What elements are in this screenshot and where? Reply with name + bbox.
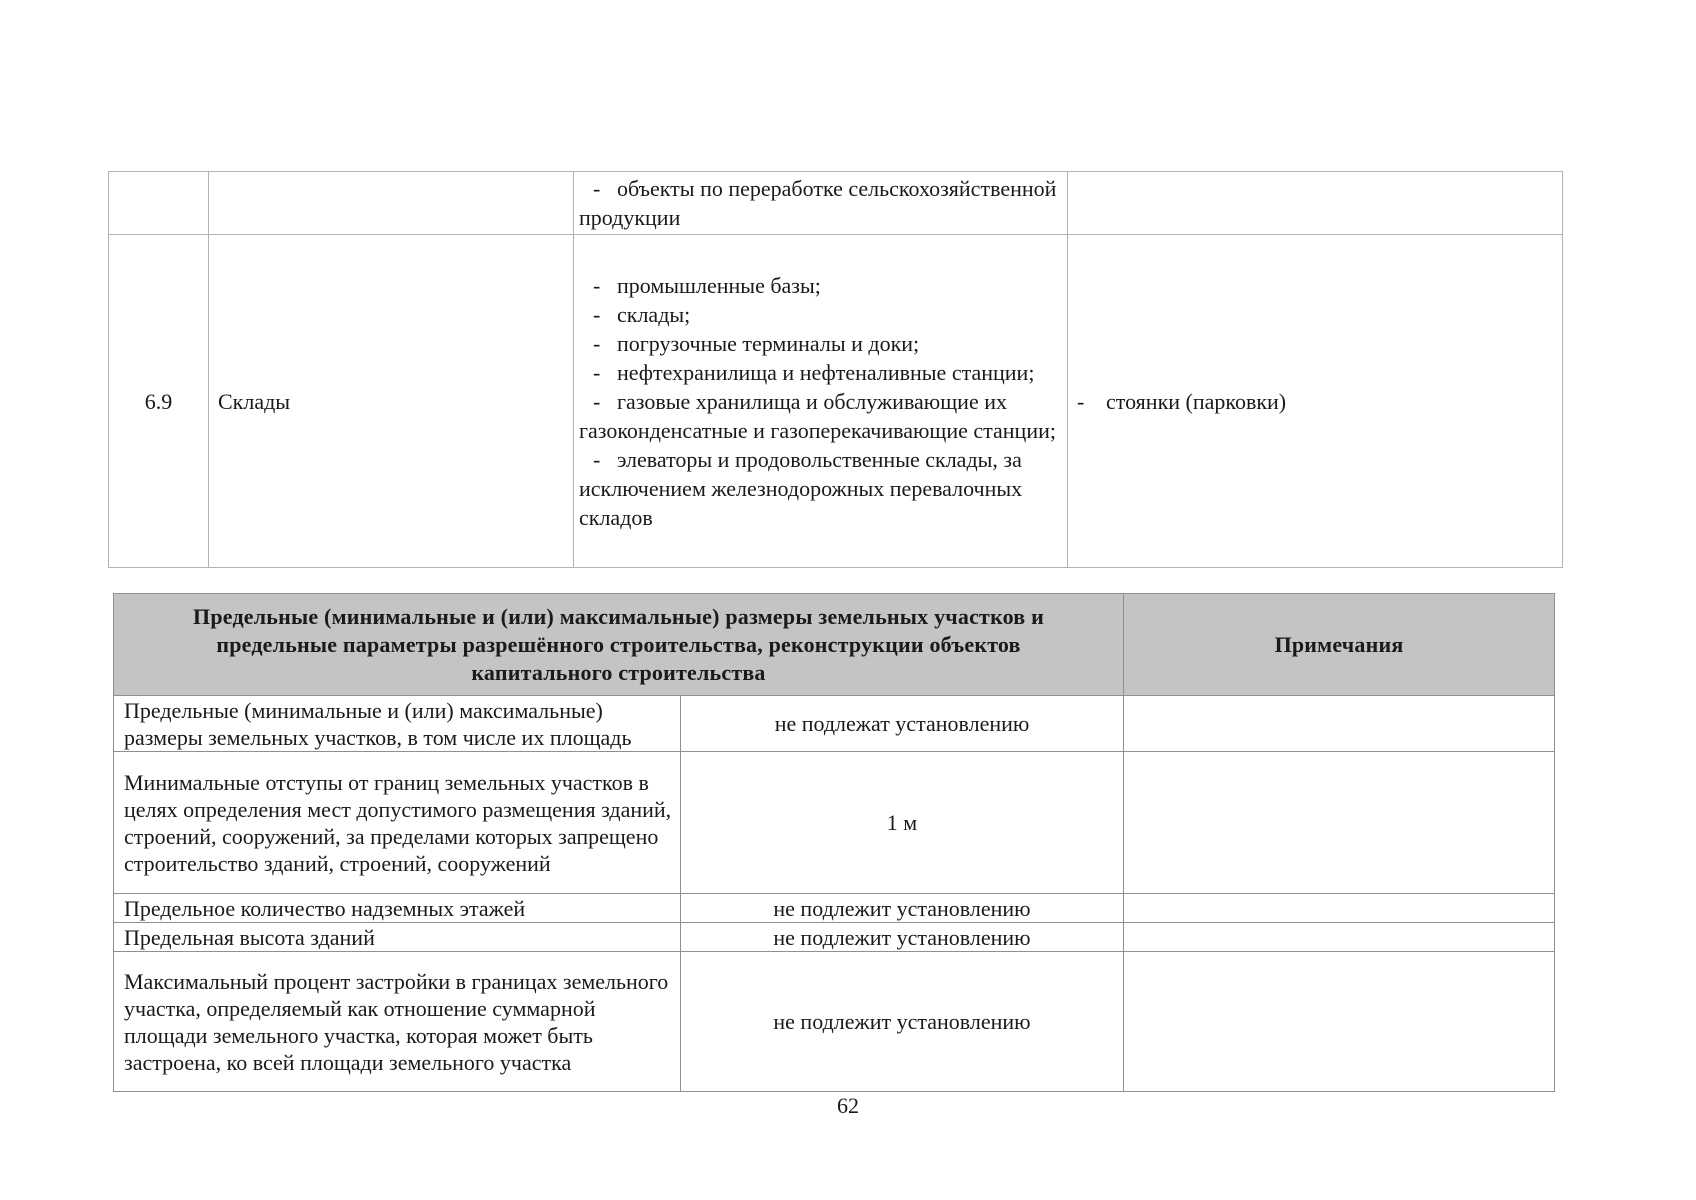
construction-parameters-table bbox=[113, 593, 1555, 1092]
param-value: не подлежит установлению bbox=[681, 894, 1124, 923]
param-label: Предельные (минимальные и (или) максимальные) размеры земельных участков, в том числе их площадь bbox=[114, 696, 681, 752]
use-item: - газовые хранилища и обслуживающие их газоконденсатные и газоперекачивающие станции; bbox=[579, 388, 1056, 443]
params-row bbox=[114, 923, 1555, 952]
param-note bbox=[1124, 923, 1555, 952]
param-label: Максимальный процент застройки в границах земельного участка, определяемый как отношение суммарной площади земельного участка, которая может быть застроена, ко всей площади земельного участка bbox=[114, 952, 681, 1092]
use-items-cell bbox=[574, 172, 1068, 235]
params-row bbox=[114, 894, 1555, 923]
param-note bbox=[1124, 894, 1555, 923]
use-aux-cell bbox=[1068, 172, 1563, 235]
param-value: не подлежит установлению bbox=[681, 952, 1124, 1092]
params-header-main: Предельные (минимальные и (или) максимальные) размеры земельных участков и предельные параметры разрешённого строительства, реконструкции объектов капитального строительства bbox=[114, 594, 1124, 696]
uses-row-warehouses bbox=[109, 235, 1563, 568]
use-item: - нефтехранилища и нефтеналивные станции; bbox=[593, 359, 1035, 385]
permitted-uses-table bbox=[108, 171, 1563, 568]
use-aux-cell: - стоянки (парковки) bbox=[1068, 235, 1563, 568]
param-value: не подлежат установлению bbox=[681, 696, 1124, 752]
params-row bbox=[114, 952, 1555, 1092]
param-value: 1 м bbox=[681, 752, 1124, 894]
use-name-cell bbox=[209, 172, 574, 235]
use-item: - склады; bbox=[593, 301, 691, 327]
param-label: Минимальные отступы от границ земельных участков в целях определения мест допустимого размещения зданий, строений, сооружений, за пределами которых запрещено строительство зданий, строений, сооружений bbox=[114, 752, 681, 894]
use-item: - промышленные базы; bbox=[593, 272, 821, 298]
param-label: Предельная высота зданий bbox=[114, 923, 681, 952]
use-items-cell bbox=[574, 235, 1068, 568]
params-row bbox=[114, 696, 1555, 752]
param-note bbox=[1124, 752, 1555, 894]
params-header-row bbox=[114, 594, 1555, 696]
use-code-cell: 6.9 bbox=[109, 235, 209, 568]
use-item: - объекты по переработке сельскохозяйственной продукции bbox=[579, 176, 1057, 230]
use-item: - погрузочные терминалы и доки; bbox=[593, 330, 920, 356]
param-value: не подлежит установлению bbox=[681, 923, 1124, 952]
param-note bbox=[1124, 696, 1555, 752]
page-number: 62 bbox=[837, 1093, 859, 1118]
use-code-cell bbox=[109, 172, 209, 235]
params-header-notes: Примечания bbox=[1124, 594, 1555, 696]
use-name-cell: Склады bbox=[209, 235, 574, 568]
param-note bbox=[1124, 952, 1555, 1092]
uses-row-continuation bbox=[109, 172, 1563, 235]
use-item: - элеваторы и продовольственные склады, за исключением железнодорожных перевалочных складов bbox=[579, 446, 1023, 530]
param-label: Предельное количество надземных этажей bbox=[114, 894, 681, 923]
params-row bbox=[114, 752, 1555, 894]
